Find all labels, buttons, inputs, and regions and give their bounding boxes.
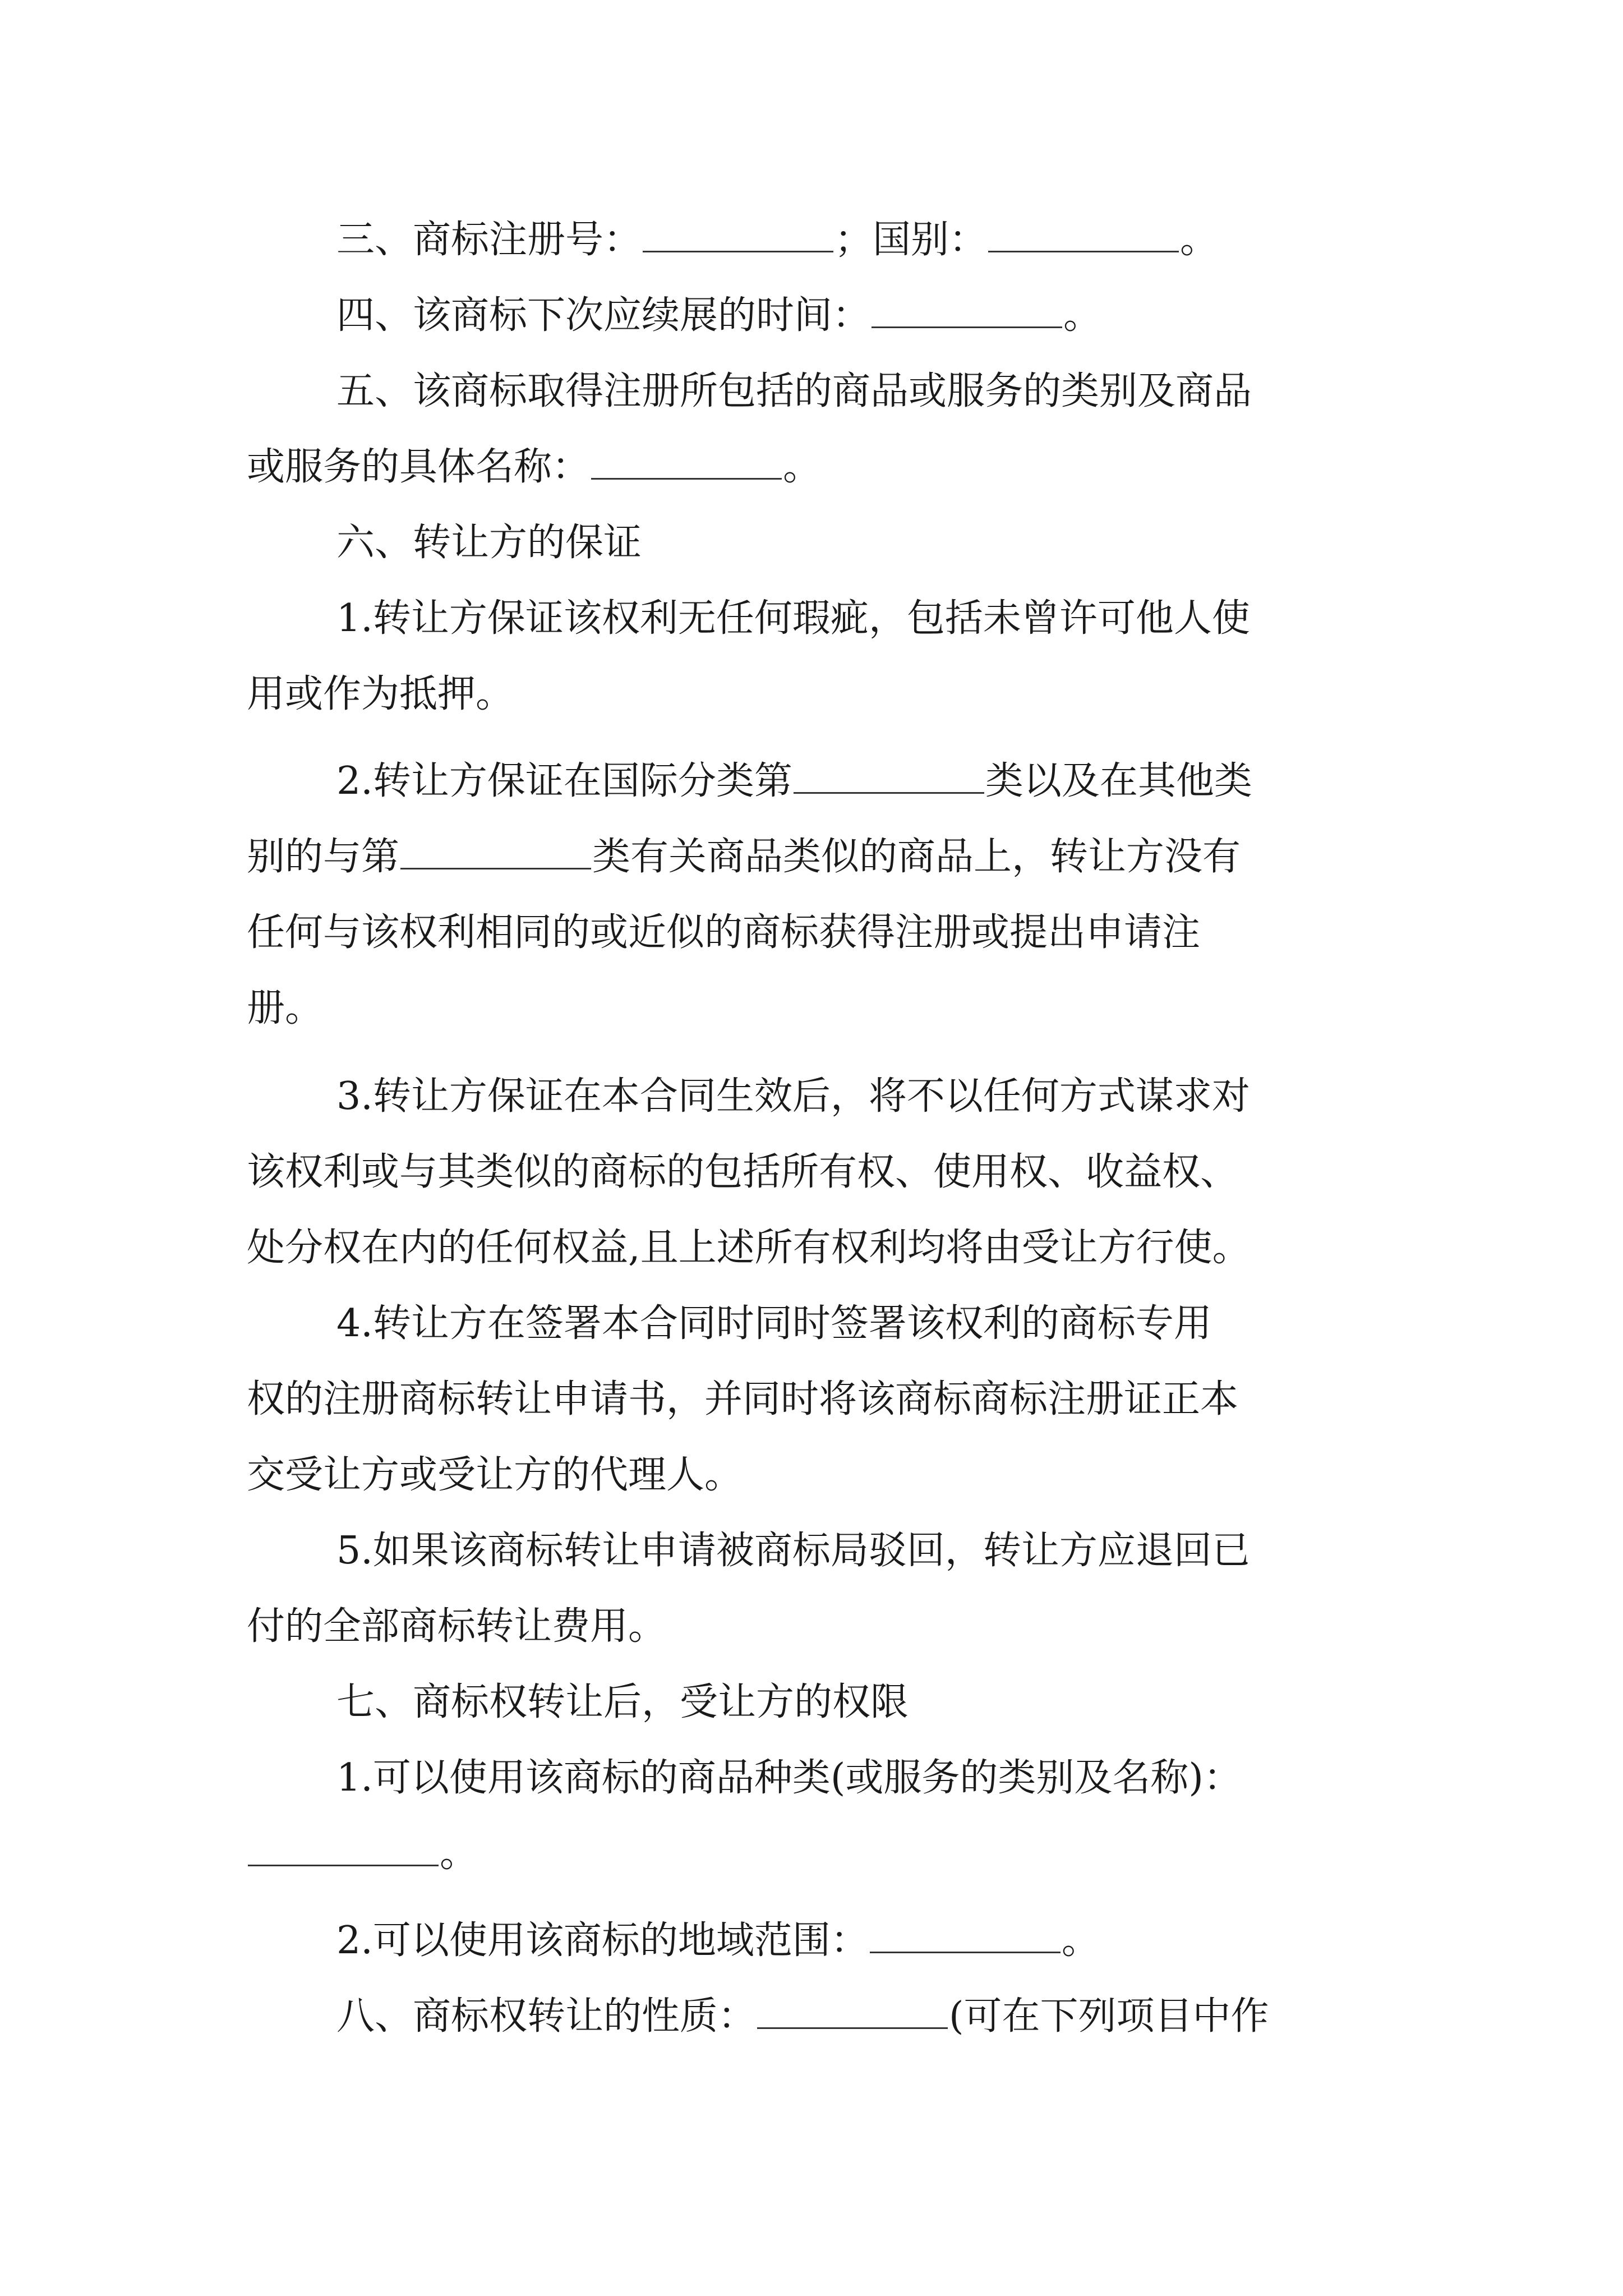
paragraph — [247, 581, 1385, 732]
paragraph — [247, 1978, 1385, 2054]
text-segment: 六、转让方的保证 — [336, 521, 642, 565]
text-segment: 或服务的具体名称： — [247, 445, 591, 489]
paragraph — [247, 1059, 1385, 1286]
text-segment: 1.转让方保证该权利无任何瑕疵，包括未曾许可他人使 — [336, 596, 1250, 641]
paragraph — [247, 1286, 1385, 1513]
text-segment: 该权利或与其类似的商标的包括所有权、使用权、收益权、 — [247, 1150, 1239, 1194]
text-segment: 类有关商品类似的商品上，转让方没有 — [592, 835, 1241, 879]
text-segment: 。 — [440, 1832, 478, 1876]
text-line — [247, 429, 1385, 505]
text-line — [247, 895, 1385, 970]
text-segment: 1.可以使用该商标的商品种类(或服务的类别及名称)： — [336, 1756, 1242, 1800]
fill-in-blank[interactable] — [870, 1912, 1061, 1953]
paragraph — [247, 278, 1385, 353]
text-line — [247, 1059, 1385, 1134]
paragraph — [247, 202, 1385, 278]
text-line — [247, 1210, 1385, 1286]
text-segment: 权的注册商标转让申请书，并同时将该商标商标注册证正本 — [247, 1377, 1239, 1421]
text-segment: 付的全部商标转让费用。 — [247, 1604, 667, 1649]
text-line — [247, 743, 1385, 819]
text-segment: 任何与该权利相同的或近似的商标获得注册或提出申请注 — [247, 910, 1201, 955]
text-segment: 处分权在内的任何权益,且上述所有权利均将由受让方行使。 — [247, 1226, 1251, 1270]
text-segment: 八、商标权转让的性质： — [336, 1994, 757, 2039]
text-line — [247, 1589, 1385, 1664]
text-segment: ；国别： — [834, 218, 988, 262]
paragraph — [247, 505, 1385, 581]
text-line — [247, 1740, 1385, 1816]
text-segment: 4.转让方在签署本合同时同时签署该权利的商标专用 — [336, 1301, 1212, 1346]
fill-in-blank[interactable] — [872, 287, 1062, 328]
text-line — [247, 278, 1385, 353]
text-line — [247, 819, 1385, 895]
text-segment: 5.如果该商标转让申请被商标局驳回，转让方应退回已 — [336, 1529, 1250, 1573]
text-segment: 册。 — [247, 986, 324, 1030]
text-line — [247, 353, 1385, 429]
fill-in-blank[interactable] — [591, 439, 782, 480]
fill-in-blank[interactable] — [400, 829, 591, 869]
text-segment: 。 — [1061, 1918, 1100, 1963]
text-segment: 五、该商标取得注册所包括的商品或服务的类别及商品 — [336, 369, 1252, 413]
text-line — [247, 1361, 1385, 1437]
text-line — [247, 1437, 1385, 1513]
text-line — [247, 1513, 1385, 1589]
paragraph — [247, 1513, 1385, 1664]
text-segment: 2.可以使用该商标的地域范围： — [336, 1918, 869, 1963]
text-line — [247, 1903, 1385, 1978]
text-segment: 。 — [1063, 293, 1102, 338]
text-line — [247, 970, 1385, 1046]
text-line — [247, 1134, 1385, 1210]
paragraph — [247, 1903, 1385, 1978]
text-segment: 用或作为抵押。 — [247, 672, 514, 716]
text-line — [247, 1816, 1385, 1892]
contract-body — [247, 202, 1385, 2054]
paragraph — [247, 743, 1385, 1046]
paragraph — [247, 1740, 1385, 1892]
text-segment: 类以及在其他类 — [985, 759, 1252, 803]
text-line — [247, 505, 1385, 581]
text-segment: 三、商标注册号： — [336, 218, 642, 262]
text-segment: 四、该商标下次应续展的时间： — [336, 293, 871, 338]
text-segment: 3.转让方保证在本合同生效后，将不以任何方式谋求对 — [336, 1074, 1250, 1119]
paragraph — [247, 1664, 1385, 1740]
text-segment: 2.转让方保证在国际分类第 — [336, 759, 792, 803]
text-line — [247, 202, 1385, 278]
text-segment: (可在下列项目中作 — [949, 1994, 1269, 2039]
text-line — [247, 1978, 1385, 2054]
fill-in-blank[interactable] — [248, 1825, 439, 1866]
paragraph — [247, 353, 1385, 505]
fill-in-blank[interactable] — [643, 211, 833, 252]
text-line — [247, 1664, 1385, 1740]
text-line — [247, 581, 1385, 656]
text-line — [247, 656, 1385, 732]
text-segment: 。 — [783, 445, 822, 489]
fill-in-blank[interactable] — [757, 1988, 948, 2029]
fill-in-blank[interactable] — [988, 211, 1179, 252]
text-segment: 七、商标权转让后，受让方的权限 — [336, 1680, 909, 1724]
text-line — [247, 1286, 1385, 1361]
text-segment: 交受让方或受让方的代理人。 — [247, 1453, 743, 1497]
text-segment: 。 — [1180, 218, 1219, 262]
text-segment: 别的与第 — [247, 835, 400, 879]
fill-in-blank[interactable] — [794, 753, 984, 794]
